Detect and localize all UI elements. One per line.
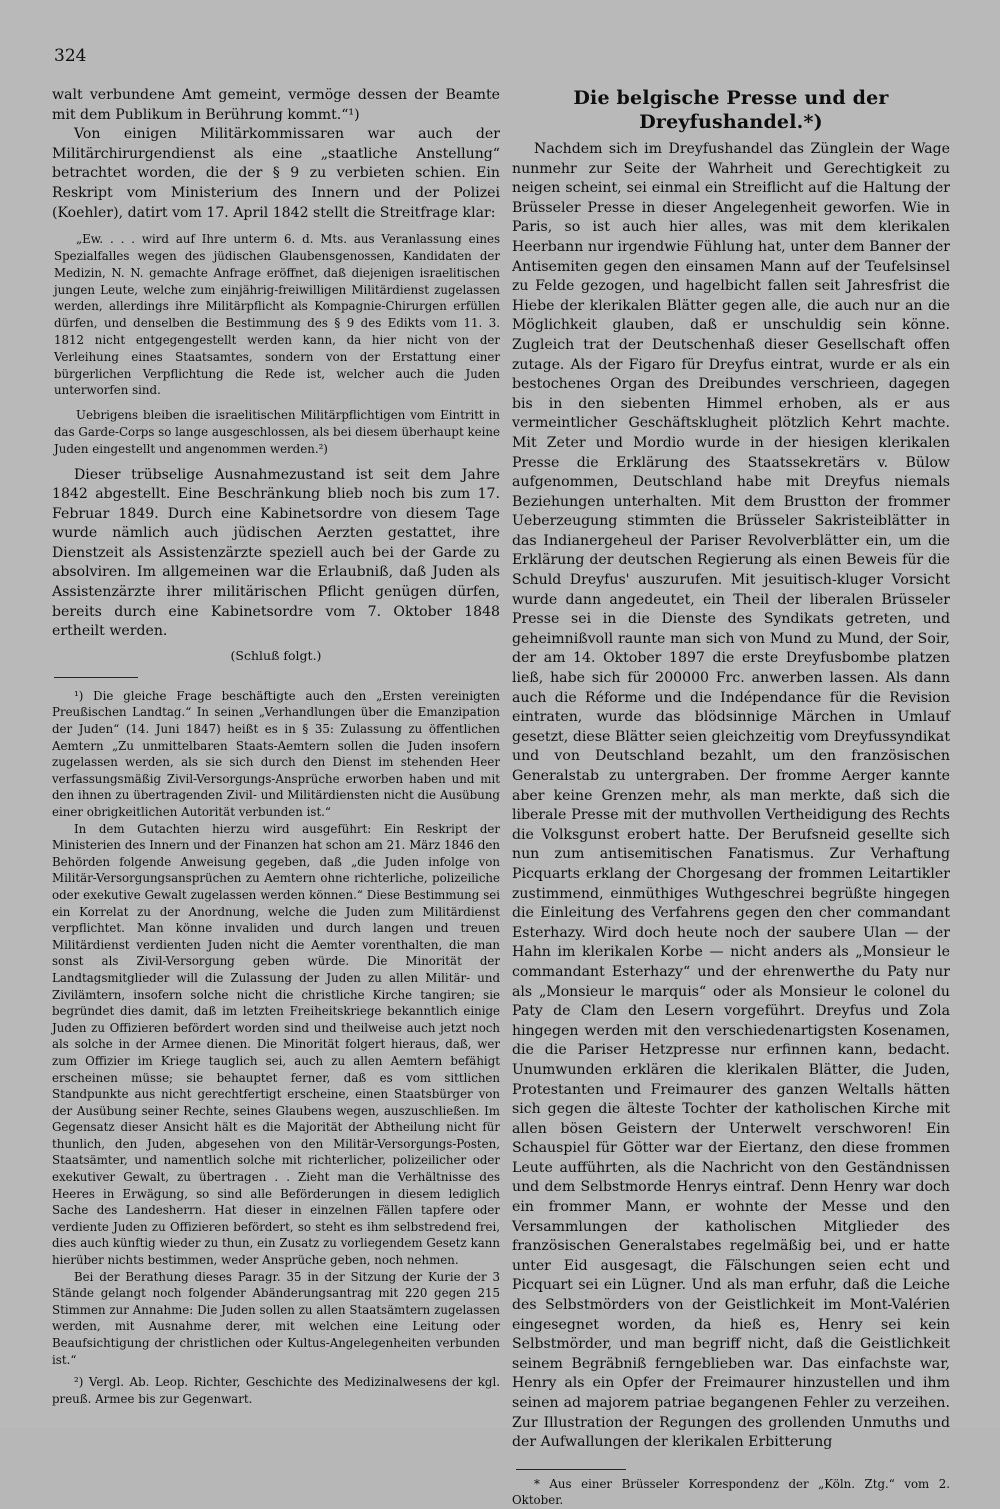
footnote-1-gutachten: In dem Gutachten hierzu wird ausgeführt: Ein Reskript der Ministerien des Innern und der Finanzen hat schon am 21. März 1846 den Behörden folgende Anweisung gegeben, daß „die Juden infolge von Militär-Versorgungsansprüchen zu Aemtern ohne richterliche, polizeiliche oder exekutive Gewalt zugelassen werden können.“ Diese Bestimmung sei ein Korrelat zu der Anordnung, welche die Juden zum Militärdienst verpflichtet. Man könne invaliden und durch langen und treuen Militärdienst verdienten Juden nicht die Aemter vorenthalten, die man sonst als Zivil-Versorgung geben würde. Die Minorität der Landtagsmitglieder will die Zulassung der Juden zu allen Militär- und Zivilämtern, insofern solche nicht die christliche Kirche tangiren; sie begründet dies damit, daß im letzten Freiheitskriege bekanntlich einige Juden zu Offizieren befördert worden sind und theilweise auch jetzt noch als solche in der Armee dienen. Die Minorität folgert hieraus, daß, wer zum Offizier im Kriege tauglich sei, auch zu allen Aemtern befähigt erscheinen müsse; sie behauptet ferner, daß es vom sittlichen Standpunkte aus nicht gerechtfertigt erscheine, einen Staatsbürger von der Ausübung seiner Rechte, seines Glaubens wegen, auszuschließen. Im Gegensatz dieser Ansicht hält es die Majorität der Abtheilung nicht für thunlich, den Juden, abgesehen von den Militär-Versorgungs-Posten, Staatsämter, und namentlich solche mit richterlicher, polizeilicher oder exekutiver Gewalt, zu übertragen . . Zieht man die Verhältnisse des Heeres in Erwägung, so sind alle Beförderungen in diesem lediglich Sache des Landesherrn. Hat dieser in einzelnen Fällen tapfere oder verdiente Juden zu Offizieren befördert, so steht es ihm selbstredend frei, dies auch künftig wieder zu thun, ein Zusatz zu vorliegendem Gesetz kann hierüber nichts bestimmen, weder Ansprüche geben, noch nehmen. <box>52 821 500 1268</box>
footnote-1: ¹) Die gleiche Frage beschäftigte auch den „Ersten vereinigten Preußischen Landtag.“ In seinen „Verhandlungen über die Emanzipation der Juden“ (14. Juni 1847) heißt es in § 35: Zulassung zu öffentlichen Aemtern „Zu unmittelbaren Staats-Aemtern sollen die Juden insofern zugelassen werden, als sie sich durch den Dienst im stehenden Heer verfassungsmäßig Zivil-Versorgungs-Ansprüche erworben haben und mit den ihnen zu übertragenden Zivil- und Militärdiensten nicht die Ausübung einer obrigkeitlichen Autorität verbunden ist.“ <box>52 688 500 820</box>
footnote-divider <box>54 677 138 678</box>
article-footnote: * Aus einer Brüsseler Korrespondenz der „Köln. Ztg.“ vom 2. Oktober. <box>512 1476 950 1508</box>
quoted-reskript: „Ew. . . . wird auf Ihre unterm 6. d. Mts. aus Veranlassung eines Spezialfalles wegen des jüdischen Glaubensgenossen, Kandidaten der Medizin, N. N. gemachte Anfrage eröffnet, daß diejenigen israelitischen jungen Leute, welche zum einjährig-freiwilligen Militärdienst zugelassen werden, allerdings ihre Militärpflicht als Kompagnie-Chirurgen erfüllen dürfen, und denselben die Bestimmung des § 9 des Edikts vom 11. 3. 1812 nicht entgegengestellt werden kann, da hier nicht von der Verleihung eines Staatsamtes, sondern von der Erstattung einer bürgerlichen Verpflichtung die Rede ist, welcher auch die Juden unterworfen sind. <box>54 232 500 398</box>
article-body: Nachdem sich im Dreyfushandel das Zünglein der Wage nunmehr zur Seite der Wahrheit und Gerechtigkeit zu neigen scheint, sei einmal ein Streiflicht auf die Haltung der Brüsseler Presse in dieser Angelegenheit geworfen. Wie in Paris, so ist auch hier alles, was mit dem klerikalen Heerbann nur irgendwie Fühlung hat, unter dem Banner der Antisemiten gegen den einsamen Mann auf der Teufelsinsel zu Felde gezogen, und hagelbicht fallen seit Jahresfrist die Hiebe der klerikalen Blätter gegen alle, die auch nur an die Möglichkeit glauben, daß er unschuldig sein könne. Zugleich trat der Deutschenhaß dieser Gesellschaft offen zutage. Als der Figaro für Dreyfus eintrat, wurde er als ein bestochenes Organ des Dreibundes verschrieen, dagegen bis in den siebenten Himmel erhoben, als er aus vermeintlicher Geschäftsklugheit plötzlich Kehrt machte. Mit Zeter und Mordio wurde in der hiesigen klerikalen Presse die Erklärung des Staatssekretärs v. Bülow aufgenommen, Deutschland habe mit Dreyfus niemals Beziehungen unterhalten. Mit dem Brustton der frommer Ueberzeugung stimmten die Brüsseler Sakristeiblätter in das Indianergeheul der Pariser Revolverblätter ein, um die Erklärung der deutschen Regierung als einen Beweis für die Schuld Dreyfus' auszurufen. Mit jesuitisch-kluger Vorsicht wurde dann angedeutet, ein Theil der liberalen Brüsseler Presse sei in die Dienste des Syndikats getreten, und geheimnißvoll raunte man sich von Mund zu Mund, der Soir, der am 14. Oktober 1897 die erste Dreyfusbombe platzen ließ, habe sich für 200000 Frc. anwerben lassen. Als dann auch die Réforme und die Indépendance für die Revision eintraten, wurde das blödsinnige Märchen in Umlauf gesetzt, diese Blätter seien gleichzeitig vom Dreyfussyndikat und von Deutschland bezahlt, um den französischen Generalstab zu untergraben. Der fromme Aerger kannte aber keine Grenzen mehr, als man merkte, daß sich die liberale Presse mit der muthvollen Vertheidigung des Rechts die Volksgunst erobert hatte. Der Berufsneid gesellte sich nun zum antisemitischen Fanatismus. Zur Verhaftung Picquarts erklang der Chorgesang der frommen Leitartikler zustimmend, einmüthiges Wuthgeschrei begrüßte hingegen die Einleitung des Verfahrens gegen den cher commandant Esterhazy. Wird doch heute noch der saubere Ulan — der Hahn im klerikalen Korbe — nicht anders als „Monsieur le commandant Esterhazy“ und der ehrenwerthe du Paty nur als „Monsieur le marquis“ oder als Monsieur le colonel du Paty de Clam den Lesern vorgeführt. Dreyfus und Zola hingegen werden mit den verschiedenartigsten Kosenamen, die die Pariser Hetzpresse nur erfinnen kann, bedacht. Unumwunden erklären die klerikalen Blätter, die Juden, Protestanten und Freimaurer des ganzen Weltalls hätten sich gegen die älteste Tochter der katholischen Kirche mit allen bösen Geistern der Unterwelt verschworen! Ein Schauspiel für Götter war der Eiertanz, den diese frommen Leute aufführten, als die Nachricht von den Geständnissen und dem Selbstmorde Henrys eintraf. Denn Henry war doch ein frommer Mann, er wohnte der Messe und den Versammlungen der katholischen Mitglieder des französischen Generalstabes regelmäßig bei, und er hatte unter Eid ausgesagt, die Fälschungen seien echt und Picquart sei ein Lügner. Und als man erfuhr, daß die Leiche des Selbstmörders von der Geistlichkeit im Mont-Valérien eingesegnet worden, da hieß es, Henry sei kein Selbstmörder, und man begriff nicht, daß die Geistlichkeit seinem Begräbniß ferngeblieben war. Das einfachste war, Henry als ein Opfer der Freimaurer hinzustellen und ihm seinen ad majorem patriae begangenen Fehler zu verzeihen. Zur Illustration der Regungen des grollenden Unmuths und der Aufwallungen der klerikalen Erbitterung <box>512 141 950 1451</box>
footnote-2: ²) Vergl. Ab. Leop. Richter, Geschichte des Medizinalwesens der kgl. preuß. Armee bis zur Gegenwart. <box>52 1375 500 1406</box>
to-be-continued: (Schluß folgt.) <box>230 647 322 663</box>
paragraph-reskript: Von einigen Militärkommissaren war auch der Militärchirurgendienst als eine „staatliche Anstellung“ betrachtet worden, die der § 9 zu verbieten schien. Ein Reskript vom Ministerium des Innern und der Polizei (Koehler), datirt vom 17. April 1842 stellt die Streitfrage klar: <box>52 126 500 221</box>
quoted-garde-corps: Uebrigens bleiben die israelitischen Militärpflichtigen vom Eintritt in das Garde-Corps so lange ausgeschlossen, als bei diesem überhaupt keine Juden eingestellt und angenommen werden.²) <box>54 408 500 456</box>
footnote-divider-right <box>516 1469 626 1470</box>
page-number: 324 <box>54 46 87 66</box>
left-column <box>52 86 500 1407</box>
paragraph-ausnahmezustand: Dieser trübselige Ausnahmezustand ist seit dem Jahre 1842 abgestellt. Eine Beschränkung blieb noch bis zum 17. Februar 1849. Durch eine Kabinetsordre von diesem Tage wurde nämlich auch jüdischen Aerzten gestattet, ihre Dienstzeit als Assistenzärzte speziell auch bei der Garde zu absolviren. Im allgemeinen war die Erlaubniß, daß Juden als Assistenzärzte ihrer militärischen Pflicht genügen dürfen, bereits durch eine Kabinetsordre vom 7. Oktober 1848 ertheilt werden. <box>52 466 500 640</box>
article-headline: Die belgische Presse und der Dreyfushandel.*) <box>573 87 889 133</box>
footnote-1-berathung: Bei der Berathung dieses Paragr. 35 in der Sitzung der Kurie der 3 Stände gelangt noch folgender Abänderungsantrag mit 220 gegen 215 Stimmen zur Annahme: Die Juden sollen zu allen Staatsämtern zugelassen werden, mit Ausnahme derer, mit welchen eine Leitung oder Beaufsichtigung der christlichen oder Kultus-Angelegenheiten verbunden ist.“ <box>52 1269 500 1367</box>
paragraph-continued: walt verbundene Amt gemeint, vermöge dessen der Beamte mit dem Publikum in Berührung kommt.“¹) <box>52 87 500 123</box>
right-column <box>512 86 950 1509</box>
